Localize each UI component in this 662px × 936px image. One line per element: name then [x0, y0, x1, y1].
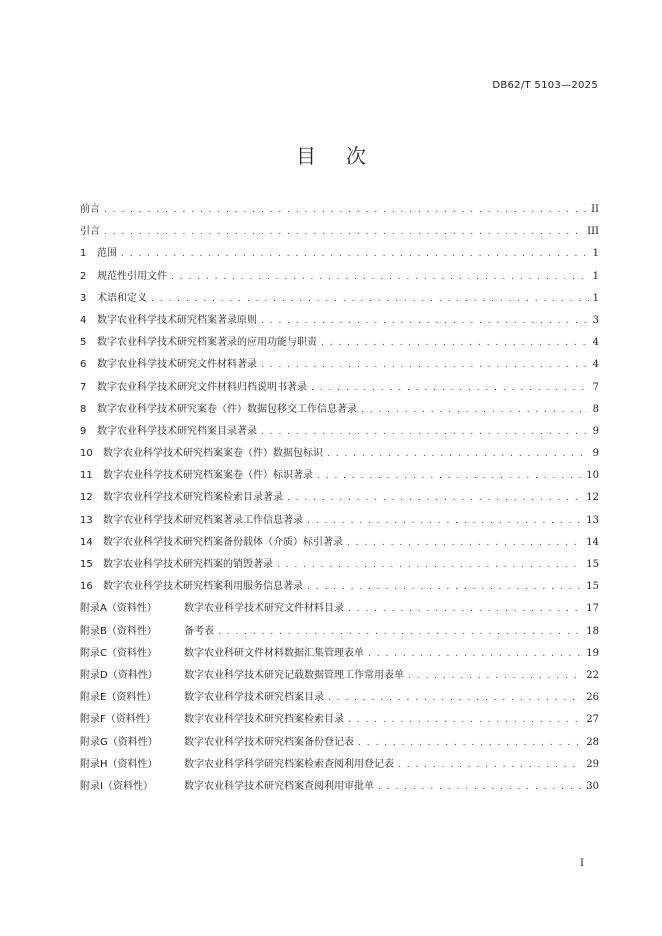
toc-appendix-label: 附录C（资料性）: [80, 647, 157, 659]
toc-entry-page: 4: [592, 359, 599, 371]
toc-entry[interactable]: [80, 399, 599, 421]
toc-entry-page: 26: [586, 692, 599, 704]
toc-entry-number: 15: [80, 559, 93, 570]
toc-entry-page: 22: [586, 669, 599, 681]
toc-entry-number: 1: [80, 248, 87, 260]
toc-entry-page: 1: [592, 270, 599, 282]
toc-entry-title: 数字农业科学技术研究文件材料目录: [184, 603, 344, 615]
toc-leader-dots: [361, 399, 589, 421]
toc-entry-number: 6: [80, 359, 87, 371]
toc-leader-dots: [408, 665, 582, 687]
toc-entry-page: 1: [592, 292, 599, 304]
toc-entry-page: 17: [586, 603, 599, 615]
toc-leader-dots: [348, 598, 582, 620]
toc-entry-page: 18: [586, 625, 599, 637]
toc-entry-number: 13: [80, 514, 93, 526]
toc-leader-dots: [171, 266, 589, 288]
toc-entry[interactable]: [80, 665, 599, 687]
toc-entry-page: 9: [592, 448, 599, 460]
toc-entry-number: 16: [80, 581, 93, 593]
toc-entry-title: 数字农业科学技术研究档案备份载体（介质）标引著录: [103, 536, 343, 548]
page-title: 目次: [296, 144, 396, 168]
toc-entry-title: 备考表: [184, 625, 214, 637]
toc-entry-title: 引言: [80, 226, 100, 238]
toc-entry[interactable]: [80, 443, 599, 465]
toc-entry[interactable]: [80, 354, 599, 376]
toc-leader-dots: [321, 332, 589, 354]
toc-entry-number: 9: [80, 425, 87, 437]
toc-entry-title: 数字农业科学技术研究档案检索目录: [184, 714, 344, 726]
toc-entry[interactable]: [80, 709, 599, 731]
toc-entry[interactable]: [80, 621, 599, 643]
toc-appendix-label: 附录F（资料性）: [80, 714, 156, 726]
toc-entry[interactable]: [80, 266, 599, 288]
toc-entry-title: 数字农业科学技术研究档案著录工作信息著录: [103, 514, 303, 526]
toc-entry-title: 规范性引用文件: [97, 270, 167, 282]
toc-leader-dots: [261, 354, 589, 376]
toc-entry-title: 数字农业科学技术研究档案目录著录: [97, 425, 257, 437]
toc-entry-title: 数字农业科学技术研究文件材料归档说明书著录: [97, 381, 307, 393]
toc-leader-dots: [347, 532, 582, 554]
toc-entry[interactable]: [80, 554, 599, 576]
toc-appendix-label: 附录H（资料性）: [80, 758, 158, 770]
toc-leader-dots: [358, 732, 582, 754]
toc-appendix-label: 附录B（资料性）: [80, 625, 157, 637]
toc-leader-dots: [104, 199, 587, 221]
toc-entry-title: 术语和定义: [97, 292, 147, 304]
toc-entry-title: 数字农业科学技术研究记载数据管理工作常用表单: [184, 669, 404, 681]
toc-entry[interactable]: [80, 465, 599, 487]
toc-entry-title: 数字农业科学技术研究档案备份登记表: [184, 736, 354, 748]
toc-leader-dots: [378, 776, 582, 798]
toc-appendix-label: 附录I（资料性）: [80, 780, 153, 792]
toc-entry-title: 数字农业科学技术研究档案案卷（件）标识著录: [103, 470, 313, 482]
toc-entry[interactable]: [80, 687, 599, 709]
toc-entry[interactable]: [80, 199, 599, 221]
toc-entry-title: 数字农业科学技术研究档案查阅利用审批单: [184, 780, 374, 792]
table-of-contents: [80, 199, 599, 798]
toc-entry-page: 4: [592, 337, 599, 349]
toc-entry[interactable]: [80, 576, 599, 598]
toc-entry-title: 数字农业科学技术研究档案目录: [184, 692, 324, 704]
toc-entry-page: 7: [592, 381, 599, 393]
toc-entry-page: 3: [592, 314, 599, 326]
toc-entry-number: 3: [80, 292, 87, 304]
toc-entry-page: 30: [586, 780, 599, 792]
toc-entry-number: 11: [80, 470, 93, 482]
toc-entry-page: 1: [592, 248, 599, 260]
toc-entry-title: 数字农业科学科学研究档案检索查阅利用登记表: [184, 758, 394, 770]
toc-entry-page: 13: [586, 514, 599, 526]
toc-entry-title: 数字农业科学技术研究档案著录的应用功能与职责: [97, 337, 317, 349]
document-code: DB62/T 5103—2025: [492, 80, 598, 91]
toc-entry-page: 8: [592, 403, 599, 415]
toc-entry[interactable]: [80, 421, 599, 443]
toc-leader-dots: [104, 221, 583, 243]
toc-entry-number: 8: [80, 403, 87, 415]
toc-entry-page: 14: [586, 536, 599, 548]
toc-entry-page: 29: [586, 758, 599, 770]
toc-entry-title: 前言: [80, 204, 100, 215]
toc-leader-dots: [348, 709, 582, 731]
toc-leader-dots: [218, 621, 582, 643]
toc-entry[interactable]: [80, 643, 599, 665]
toc-entry-page: 27: [586, 714, 599, 726]
toc-entry[interactable]: [80, 243, 599, 265]
toc-entry-number: 2: [80, 270, 87, 282]
toc-leader-dots: [121, 243, 589, 265]
toc-entry[interactable]: [80, 754, 599, 776]
toc-entry-number: 7: [80, 381, 87, 393]
toc-appendix-label: 附录A（资料性）: [80, 603, 157, 615]
toc-entry-number: 10: [80, 448, 93, 460]
toc-entry-page: 19: [586, 647, 599, 659]
toc-entry[interactable]: [80, 288, 599, 310]
toc-entry-page: 15: [586, 581, 599, 593]
toc-entry-page: 12: [586, 492, 599, 504]
toc-entry-title: 范围: [97, 248, 117, 260]
toc-leader-dots: [307, 510, 582, 532]
toc-appendix-label: 附录D（资料性）: [80, 669, 158, 681]
toc-leader-dots: [398, 754, 582, 776]
toc-entry-page: 9: [592, 425, 599, 437]
toc-leader-dots: [328, 687, 582, 709]
toc-entry-title: 数字农业科学技术研究档案检索目录著录: [103, 492, 283, 504]
toc-appendix-label: 附录E（资料性）: [80, 692, 157, 704]
toc-entry-page: III: [587, 226, 599, 238]
toc-entry-title: 数字农业科学技术研究文件材料著录: [97, 359, 257, 371]
toc-leader-dots: [277, 554, 582, 576]
toc-entry-title: 数字农业科学技术研究档案的销毁著录: [103, 559, 273, 570]
toc-appendix-label: 附录G（资料性）: [80, 736, 158, 748]
toc-entry-title: 数字农业科研文件材料数据汇集管理表单: [184, 647, 364, 659]
toc-entry-page: 28: [586, 736, 599, 748]
toc-entry-number: 14: [80, 536, 93, 548]
toc-entry-number: 5: [80, 337, 87, 349]
toc-entry-page: 10: [586, 470, 599, 482]
toc-entry[interactable]: [80, 487, 599, 509]
toc-leader-dots: [151, 288, 589, 310]
toc-entry[interactable]: [80, 776, 599, 798]
toc-entry-title: 数字农业科学技术研究档案案卷（件）数据包标识: [103, 448, 323, 460]
toc-entry-title: 数字农业科学技术研究案卷（件）数据包移交工作信息著录: [97, 403, 357, 415]
toc-leader-dots: [261, 421, 589, 443]
toc-entry[interactable]: [80, 332, 599, 354]
toc-entry[interactable]: [80, 377, 599, 399]
toc-entry[interactable]: [80, 310, 599, 332]
toc-entry-number: 12: [80, 492, 93, 504]
toc-entry[interactable]: [80, 532, 599, 554]
toc-leader-dots: [317, 465, 582, 487]
toc-leader-dots: [307, 576, 582, 598]
toc-leader-dots: [368, 643, 582, 665]
toc-entry-page: 15: [586, 559, 599, 570]
toc-leader-dots: [327, 443, 589, 465]
toc-leader-dots: [311, 377, 589, 399]
toc-entry-title: 数字农业科学技术研究档案利用服务信息著录: [103, 581, 303, 593]
page-number: I: [580, 858, 584, 869]
toc-leader-dots: [261, 310, 589, 332]
toc-leader-dots: [287, 487, 582, 509]
toc-entry-page: II: [591, 204, 599, 215]
toc-entry-number: 4: [80, 314, 87, 326]
toc-entry-title: 数字农业科学技术研究档案著录原则: [97, 314, 257, 326]
toc-entry[interactable]: [80, 510, 599, 532]
toc-entry[interactable]: [80, 732, 599, 754]
toc-entry[interactable]: [80, 598, 599, 620]
toc-entry[interactable]: [80, 221, 599, 243]
